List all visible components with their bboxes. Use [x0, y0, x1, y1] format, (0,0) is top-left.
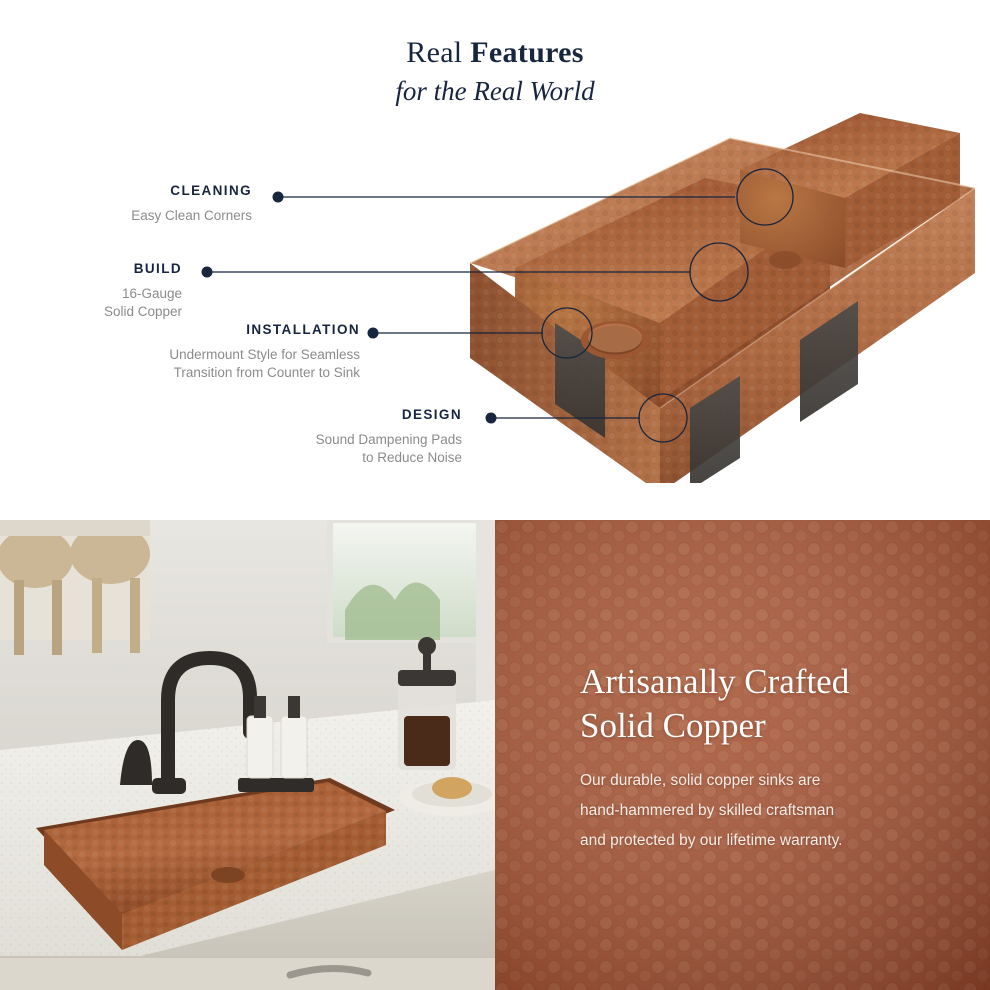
callout-cleaning	[40, 183, 252, 225]
callout-description: 16-Gauge Solid Copper	[103, 286, 182, 319]
copper-title-line-1: Artisanally Crafted	[580, 662, 850, 701]
page-title	[0, 36, 990, 107]
headline-light-part: Real	[406, 36, 471, 69]
callout-title: CLEANING	[170, 183, 252, 198]
callout-title: DESIGN	[401, 407, 462, 422]
copper-callout-panel	[495, 520, 990, 990]
kitchen-photo	[0, 520, 495, 990]
copper-body-line-1: Our durable, solid copper sinks are	[580, 772, 821, 789]
copper-body-line-3: and protected by our lifetime warranty.	[580, 832, 843, 849]
callout-title: INSTALLATION	[246, 322, 360, 337]
copper-panel-text	[495, 520, 990, 990]
kitchen-photo-graphic	[0, 520, 495, 990]
copper-panel-body	[580, 766, 930, 856]
copper-body-line-2: hand-hammered by skilled craftsman	[580, 802, 835, 819]
copper-sink-graphic	[440, 108, 980, 483]
callout-title: BUILD	[133, 261, 182, 276]
headline-subtitle: for the Real World	[395, 76, 595, 106]
copper-title-line-2: Solid Copper	[580, 706, 766, 745]
callout-description: Undermount Style for Seamless Transition from Counter to Sink	[169, 347, 360, 380]
headline-bold-part: Features	[470, 36, 584, 69]
callout-design	[250, 407, 462, 467]
bottom-section	[0, 520, 990, 990]
callout-description: Easy Clean Corners	[131, 208, 252, 223]
copper-panel-title	[580, 660, 944, 748]
callout-description: Sound Dampening Pads to Reduce Noise	[315, 432, 462, 465]
product-illustration	[440, 108, 980, 483]
callout-installation	[120, 322, 360, 382]
callout-build	[20, 261, 182, 321]
